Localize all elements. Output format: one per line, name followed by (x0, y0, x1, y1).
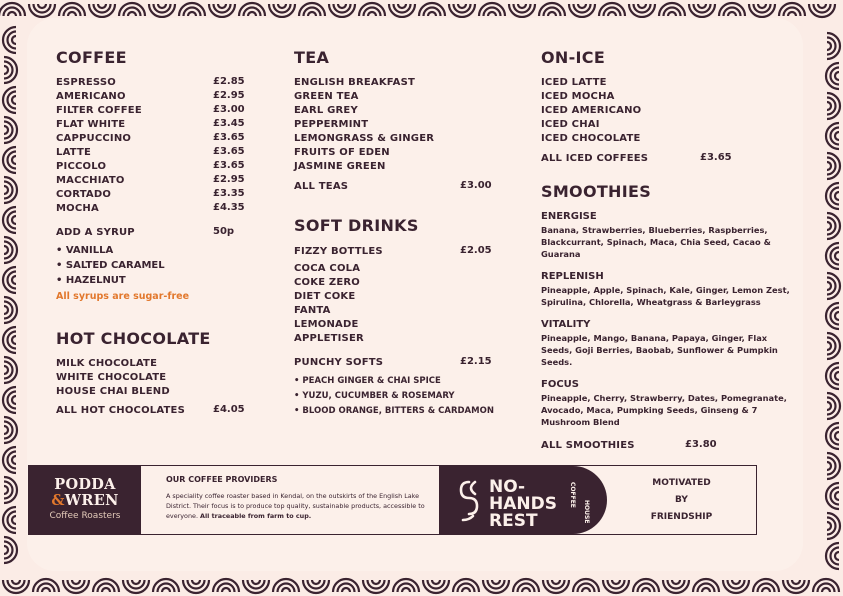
border-arc-motif (4, 426, 8, 434)
smoothies-all-label: ALL SMOOTHIES (541, 440, 635, 451)
border-arc-motif (338, 4, 346, 8)
motto (607, 466, 756, 534)
tea-item: JASMINE GREEN (294, 161, 386, 172)
border-arc-motif (827, 42, 831, 50)
border-arc-motif (132, 580, 140, 584)
border-arc-motif (578, 4, 586, 8)
bullet-icon: • (56, 260, 66, 271)
smoothie-name: FOCUS (541, 379, 579, 390)
ampersand: & (51, 492, 65, 509)
bullet-icon: • (294, 376, 303, 386)
border-arc-motif (432, 580, 440, 584)
border-arc-motif (4, 186, 8, 194)
border-arc-motif (835, 132, 839, 140)
fizzy-label: FIZZY BOTTLES (294, 246, 383, 257)
fizzy-price: £2.05 (460, 245, 492, 256)
punchy-label-text: PEACH GINGER & CHAI SPICE (302, 376, 441, 386)
coffee-item-price: £4.35 (213, 202, 245, 213)
punchy-label-text: BLOOD ORANGE, BITTERS & CARDAMON (302, 406, 494, 416)
fizzy-item: APPLETISER (294, 333, 364, 344)
on-ice-item: ICED AMERICANO (541, 105, 642, 116)
tea-item: GREEN TEA (294, 91, 359, 102)
smoothies-all-price: £3.80 (685, 439, 717, 450)
coffee-item-name: CORTADO (56, 189, 112, 200)
bullet-icon: • (56, 245, 66, 256)
tea-item: LEMONGRASS & GINGER (294, 133, 435, 144)
smoothie-ingredients: Pineapple, Cherry, Strawberry, Dates, Pomegranate, Avocado, Maca, Pumpking Seeds, Ginseng & 7 Mushroom Blend (541, 393, 787, 427)
nohands-line3: REST (489, 511, 538, 531)
border-arc-motif (282, 588, 290, 592)
coffee-item-price: £2.95 (213, 90, 245, 101)
border-arc-motif (308, 12, 316, 16)
bullet-icon: • (294, 391, 303, 401)
punchy-label-text: YUZU, CUCUMBER & ROSEMARY (302, 391, 455, 401)
border-arc-motif (835, 372, 839, 380)
punchy-price: £2.15 (460, 356, 492, 367)
border-arc-motif (72, 580, 80, 584)
on-ice-item: ICED MOCHA (541, 91, 615, 102)
coffee-item-price: £2.85 (213, 76, 245, 87)
border-arc-motif (827, 342, 831, 350)
motto-line-1: MOTIVATED (652, 478, 711, 488)
tea-item: EARL GREY (294, 105, 358, 116)
border-arc-motif (4, 486, 8, 494)
syrup-label: VANILLA (65, 245, 114, 256)
tea-item: ENGLISH BREAKFAST (294, 77, 416, 88)
on-ice-heading: ON-ICE (541, 48, 606, 67)
syrup-note: All syrups are sugar-free (56, 291, 190, 302)
smoothie-ingredients: Pineapple, Mango, Banana, Papaya, Ginger, Flax Seeds, Goji Berries, Baobab, Sunflower & Pumpkin Seeds. (541, 333, 778, 367)
border-arc-motif (68, 12, 76, 16)
syrup-label: ADD A SYRUP (56, 227, 135, 238)
coffee-item-name: MOCHA (56, 203, 99, 214)
swirl-icon (461, 482, 477, 520)
border-arc-motif (12, 276, 16, 284)
border-arc-motif (188, 12, 196, 16)
border-arc-motif (248, 12, 256, 16)
smoothie-ingredients: Pineapple, Apple, Spinach, Kale, Ginger, Lemon Zest, Spirulina, Chlorella, Wheatgrass & Barleygrass (541, 285, 790, 307)
coffee-item-name: FLAT WHITE (56, 119, 126, 130)
on-ice-all-price: £3.65 (700, 152, 732, 163)
punchy-item (294, 406, 494, 416)
border-arc-motif (788, 12, 796, 16)
syrup-item (56, 245, 113, 256)
punchy-item (294, 376, 441, 386)
border-arc-motif (42, 588, 50, 592)
coffee-item-price: £3.65 (213, 160, 245, 171)
border-arc-motif (835, 252, 839, 260)
on-ice-item: ICED LATTE (541, 77, 607, 88)
hot-chocolate-heading: HOT CHOCOLATE (56, 329, 211, 348)
providers-body: A speciality coffee roaster based in Kendal, on the outskirts of the English Lake District. Their focus is to produce top quality, sustainable products, accessible to everyone. (166, 492, 425, 520)
coffee-item-name: CAPPUCCINO (56, 133, 132, 144)
border-arc-motif (582, 588, 590, 592)
coffee-item-name: LATTE (56, 147, 92, 158)
border-arc-motif (827, 222, 831, 230)
punchy-item (294, 391, 455, 401)
tea-all-price: £3.00 (460, 180, 492, 191)
bullet-icon: • (56, 275, 66, 286)
coffee-item-price: £2.95 (213, 174, 245, 185)
coffee-item-price: £3.65 (213, 132, 245, 143)
border-arc-motif (158, 4, 166, 8)
syrup-item (56, 260, 165, 271)
border-arc-motif (668, 12, 676, 16)
on-ice-item: ICED CHAI (541, 119, 600, 130)
border-arc-motif (835, 492, 839, 500)
border-arc-motif (4, 546, 8, 554)
coffee-item-price: £3.65 (213, 146, 245, 157)
providers-bold: All traceable from farm to cup. (200, 512, 312, 520)
podda-subtitle: Coffee Roasters (49, 511, 121, 521)
coffee-item-price: £3.00 (213, 104, 245, 115)
tea-item: PEPPERMINT (294, 119, 369, 130)
border-arc-motif (822, 588, 830, 592)
border-arc-motif (762, 588, 770, 592)
providers-text (166, 491, 436, 521)
border-arc-motif (522, 588, 530, 592)
border-arc-motif (4, 126, 8, 134)
border-arc-motif (835, 72, 839, 80)
nohands-line2: HANDS (489, 494, 557, 514)
fizzy-item: LEMONADE (294, 319, 359, 330)
border-arc-motif (12, 456, 16, 464)
border-arc-motif (612, 580, 620, 584)
border-arc-motif (312, 580, 320, 584)
border-arc-motif (372, 580, 380, 584)
border-arc-motif (672, 580, 680, 584)
border-arc-motif (835, 192, 839, 200)
smoothies-heading: SMOOTHIES (541, 182, 652, 201)
coffee-item-name: AMERICANO (56, 91, 126, 102)
border-arc-motif (342, 588, 350, 592)
border-arc-motif (4, 366, 8, 374)
border-arc-motif (12, 36, 16, 44)
syrup-label: SALTED CARAMEL (65, 260, 165, 271)
syrup-item (56, 275, 126, 286)
bullet-icon: • (294, 406, 303, 416)
border-arc-motif (278, 4, 286, 8)
smoothie-ingredients: Banana, Strawberries, Blueberries, Raspberries, Blackcurrant, Spinach, Maca, Chia Seed, Cacao & Guarana (541, 225, 771, 259)
hot-chocolate-all-price: £4.05 (213, 404, 245, 415)
border-arc-motif (218, 4, 226, 8)
border-arc-motif (12, 516, 16, 524)
border-arc-motif (462, 588, 470, 592)
coffee-item-name: PICCOLO (56, 161, 107, 172)
border-arc-motif (835, 432, 839, 440)
coffee-heading: COFFEE (56, 48, 127, 67)
border-arc-motif (4, 306, 8, 314)
border-arc-motif (192, 580, 200, 584)
border-arc-motif (698, 4, 706, 8)
border-arc-motif (548, 12, 556, 16)
wren-text: WREN (64, 492, 119, 509)
podda-wren-logo (29, 466, 141, 534)
border-arc-motif (835, 552, 839, 560)
on-ice-all-label: ALL ICED COFFEES (541, 153, 649, 164)
nohands-small-coffee: COFFEE (569, 482, 576, 508)
providers-title: OUR COFFEE PROVIDERS (166, 475, 278, 484)
tea-heading: TEA (294, 48, 330, 67)
border-arc-motif (12, 96, 16, 104)
border-arc-motif (222, 588, 230, 592)
border-arc-motif (818, 4, 826, 8)
border-arc-motif (128, 12, 136, 16)
border-arc-motif (732, 580, 740, 584)
coffee-item-price: £3.35 (213, 188, 245, 199)
border-arc-motif (758, 4, 766, 8)
no-hands-rest-graphic (439, 466, 607, 534)
border-arc-motif (492, 580, 500, 584)
border-arc-motif (402, 588, 410, 592)
border-arc-motif (702, 588, 710, 592)
nohands-line1: NO- (489, 477, 526, 497)
border-arc-motif (728, 12, 736, 16)
nohands-small-house: HOUSE (583, 500, 590, 524)
punchy-label: PUNCHY SOFTS (294, 357, 384, 368)
border-arc-motif (458, 4, 466, 8)
on-ice-item: ICED CHOCOLATE (541, 133, 641, 144)
border-arc-motif (552, 580, 560, 584)
smoothie-name: ENERGISE (541, 211, 597, 222)
border-arc-motif (792, 580, 800, 584)
border-arc-motif (518, 4, 526, 8)
border-arc-motif (4, 246, 8, 254)
border-arc-motif (98, 4, 106, 8)
footer-bar (28, 465, 757, 535)
border-arc-motif (252, 580, 260, 584)
hot-chocolate-item: MILK CHOCOLATE (56, 358, 158, 369)
podda-wordmark: PODDA (54, 476, 116, 493)
coffee-item-name: ESPRESSO (56, 77, 116, 88)
border-arc-motif (12, 396, 16, 404)
border-arc-motif (827, 282, 831, 290)
tea-all-label: ALL TEAS (294, 181, 349, 192)
border-arc-motif (12, 216, 16, 224)
motto-line-3: FRIENDSHIP (650, 512, 713, 522)
tea-item: FRUITS OF EDEN (294, 147, 390, 158)
smoothie-name: REPLENISH (541, 271, 604, 282)
motto-line-2: BY (675, 495, 688, 505)
border-arc-motif (488, 12, 496, 16)
border-arc-motif (12, 580, 20, 584)
fizzy-item: DIET COKE (294, 291, 356, 302)
border-arc-motif (827, 402, 831, 410)
border-arc-motif (38, 4, 46, 8)
border-arc-motif (642, 588, 650, 592)
hot-chocolate-all-label: ALL HOT CHOCOLATES (56, 405, 185, 416)
border-arc-motif (638, 4, 646, 8)
syrup-price: 50p (213, 226, 235, 237)
border-arc-motif (827, 162, 831, 170)
border-arc-motif (608, 12, 616, 16)
coffee-item-price: £3.45 (213, 118, 245, 129)
no-hands-rest-logo (439, 466, 607, 534)
border-arc-motif (102, 588, 110, 592)
smoothie-name: VITALITY (541, 319, 591, 330)
coffee-item-name: FILTER COFFEE (56, 105, 142, 116)
hot-chocolate-item: HOUSE CHAI BLEND (56, 386, 170, 397)
border-arc-motif (368, 12, 376, 16)
wren-wordmark (29, 492, 141, 509)
border-arc-motif (12, 336, 16, 344)
border-arc-motif (827, 522, 831, 530)
border-arc-motif (8, 12, 16, 16)
hot-chocolate-item: WHITE CHOCOLATE (56, 372, 167, 383)
soft-drinks-heading: SOFT DRINKS (294, 216, 419, 235)
fizzy-item: FANTA (294, 305, 331, 316)
border-arc-motif (398, 4, 406, 8)
fizzy-item: COCA COLA (294, 263, 361, 274)
border-arc-motif (827, 102, 831, 110)
border-arc-motif (12, 156, 16, 164)
syrup-label: HAZELNUT (65, 275, 126, 286)
border-arc-motif (835, 312, 839, 320)
fizzy-item: COKE ZERO (294, 277, 360, 288)
border-arc-motif (827, 462, 831, 470)
border-arc-motif (162, 588, 170, 592)
border-arc-motif (428, 12, 436, 16)
border-arc-motif (4, 66, 8, 74)
coffee-item-name: MACCHIATO (56, 175, 125, 186)
